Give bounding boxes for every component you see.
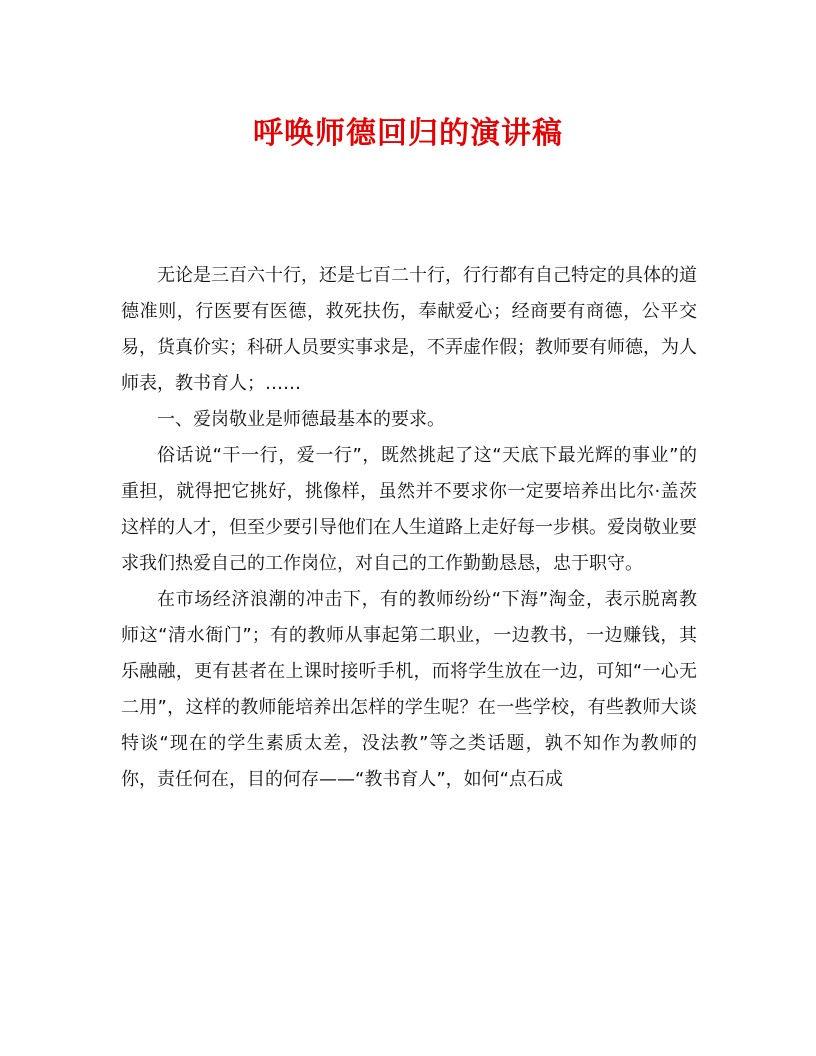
document-title: 呼唤师德回归的演讲稿 [253, 116, 563, 151]
paragraph-market-economy: 在市场经济浪潮的冲击下，有的教师纷纷“下海”淘金，表示脱离教师这“清水衙门”；有的教师从事起第二职业，一边教书，一边赚钱，其乐融融，更有甚者在上课时接听手机，而将学生放在一边，可知“一心无二用”，这样的教师能培养出怎样的学生呢？在一些学校，有些教师大谈特谈“现在的学生素质太差，没法教”等之类话题，孰不知作为教师的你，责任何在，目的何存——“教书育人”，如何“点石成 [121, 589, 697, 790]
paragraph-intro: 无论是三百六十行，还是七百二十行，行行都有自己特定的具体的道德准则，行医要有医德，救死扶伤，奉献爱心；经商要有商德，公平交易，货真价实；科研人员要实事求是，不弄虚作假；教师要有师德，为人师表，教书育人；…… [121, 265, 697, 394]
section-heading: 一、爱岗敬业是师德最基本的要求。 [157, 409, 445, 430]
paragraph-love-job: 俗话说“干一行，爱一行”，既然挑起了这“天底下最光辉的事业”的重担，就得把它挑好，挑像样，虽然并不要求你一定要培养出比尔·盖茨这样的人才，但至少要引导他们在人生道路上走好每一步棋。爱岗敬业要求我们热爱自己的工作岗位，对自己的工作勤勤恳恳，忠于职守。 [121, 445, 697, 574]
document-body [121, 258, 697, 798]
